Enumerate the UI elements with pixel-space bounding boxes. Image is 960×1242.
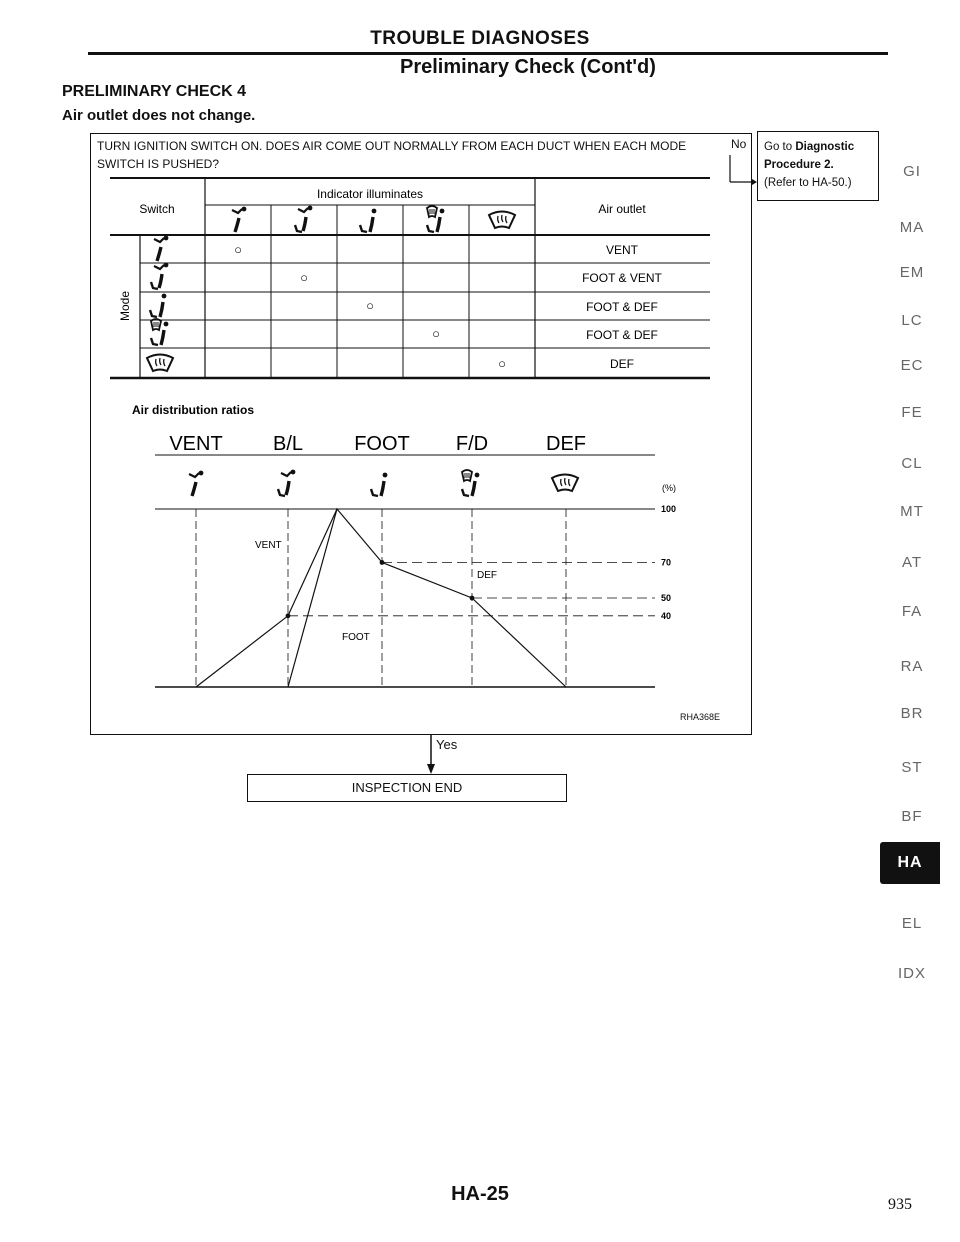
header-bilevel-icon xyxy=(295,206,312,232)
series-point xyxy=(286,613,291,618)
indicator-mark: ○ xyxy=(300,270,308,285)
outlet-value: FOOT & DEF xyxy=(586,300,658,314)
series-point xyxy=(470,596,475,601)
section-tab-br[interactable]: BR xyxy=(900,705,924,722)
indicator-mark: ○ xyxy=(432,326,440,341)
section-tab-fa[interactable]: FA xyxy=(901,603,923,620)
y-tick-label: 50 xyxy=(661,593,672,603)
y-tick-label: 100 xyxy=(661,504,677,514)
outlet-value: DEF xyxy=(610,357,634,371)
section-tab-at[interactable]: AT xyxy=(901,554,923,571)
section-tab-em[interactable]: EM xyxy=(899,264,925,281)
series-label-def: DEF xyxy=(477,570,497,581)
page-header-title: TROUBLE DIAGNOSES xyxy=(370,28,590,49)
chart-vent-icon xyxy=(189,471,203,496)
section-tab-lc[interactable]: LC xyxy=(901,312,923,329)
no-action-procedure: Procedure 2. xyxy=(764,159,834,171)
indicator-mark: ○ xyxy=(234,242,242,257)
chart-defrost-icon xyxy=(552,475,578,492)
chart-foot-icon xyxy=(371,473,387,496)
indicator-mark: ○ xyxy=(498,356,506,371)
y-tick-label: 40 xyxy=(661,610,672,621)
series-foot-line xyxy=(288,509,382,687)
no-action-link: Diagnostic xyxy=(795,141,855,153)
figure-reference-code: RHA368E xyxy=(680,712,721,722)
printed-page-number: 935 xyxy=(888,1196,912,1213)
section-tab-el[interactable]: EL xyxy=(901,915,923,932)
no-action-text: Go to xyxy=(764,141,796,153)
section-tab-fe[interactable]: FE xyxy=(901,404,923,421)
outlet-value: VENT xyxy=(605,243,639,257)
row-bilevel-icon xyxy=(151,263,168,289)
header-vent-icon xyxy=(232,207,246,232)
chart-category-label: DEF xyxy=(546,433,586,455)
outlet-value: FOOT & VENT xyxy=(582,271,662,285)
header-defrost-icon xyxy=(489,212,515,229)
section-tab-st[interactable]: ST xyxy=(901,759,923,776)
no-arrowhead xyxy=(752,179,757,185)
chart-category-label: B/L xyxy=(272,433,304,455)
chart-category-label: F/D xyxy=(455,433,489,455)
chart-category-labels xyxy=(169,433,586,455)
outlet-value: FOOT & DEF xyxy=(586,328,658,342)
distribution-title: Air distribution ratios xyxy=(132,403,255,417)
section-tab-ma[interactable]: MA xyxy=(899,219,925,236)
section-tab-idx[interactable]: IDX xyxy=(897,965,926,982)
header-foot-icon xyxy=(360,209,376,232)
section-subtitle: Air outlet does not change. xyxy=(62,107,256,124)
chart-category-label: FOOT xyxy=(354,433,410,455)
switch-header: Switch xyxy=(139,202,175,216)
inspection-end-box: INSPECTION END xyxy=(247,774,567,802)
series-def-line xyxy=(382,562,566,687)
section-tab-cl[interactable]: CL xyxy=(901,455,923,472)
chart-foot-defrost-icon xyxy=(462,470,479,496)
section-title: PRELIMINARY CHECK 4 xyxy=(62,83,247,100)
section-tab-mt[interactable]: MT xyxy=(900,503,924,520)
yes-branch-label: Yes xyxy=(436,737,458,752)
row-foot-icon xyxy=(150,294,166,317)
air-outlet-header: Air outlet xyxy=(598,202,646,216)
series-label-foot: FOOT xyxy=(342,632,370,643)
percent-unit-label: (%) xyxy=(662,483,676,493)
indicator-header: Indicator illuminates xyxy=(316,187,424,201)
series-point xyxy=(380,560,385,565)
section-tab-ec[interactable]: EC xyxy=(900,357,924,374)
section-tab-ra[interactable]: RA xyxy=(900,658,924,675)
chart-bilevel-icon xyxy=(278,470,295,496)
chart-category-label: VENT xyxy=(169,433,223,455)
row-foot-defrost-icon xyxy=(151,319,168,345)
series-vent-line xyxy=(196,509,337,687)
mode-axis-label: Mode xyxy=(118,290,132,322)
yes-arrowhead xyxy=(427,764,435,774)
chart-y-ticks xyxy=(661,504,676,621)
indicator-mark: ○ xyxy=(366,298,374,313)
no-action-reference: (Refer to HA-50.) xyxy=(764,177,852,189)
page-number: HA-25 xyxy=(451,1183,509,1205)
section-tab-bf[interactable]: BF xyxy=(901,808,923,825)
check-question: TURN IGNITION SWITCH ON. DOES AIR COME OUT NORMALLY FROM EACH DUCT WHEN EACH MODE SWITCH IS PUSHED? xyxy=(97,139,687,171)
y-tick-label: 70 xyxy=(661,557,672,568)
no-branch-label: No xyxy=(731,137,747,151)
row-defrost-icon xyxy=(147,355,173,372)
page-header-subtitle: Preliminary Check (Cont'd) xyxy=(400,56,656,78)
series-label-vent: VENT xyxy=(255,540,282,551)
header-foot-defrost-icon xyxy=(427,206,444,232)
row-vent-icon xyxy=(154,236,168,261)
section-tab-ha[interactable]: HA xyxy=(880,842,940,884)
section-tab-gi[interactable]: GI xyxy=(903,163,921,180)
